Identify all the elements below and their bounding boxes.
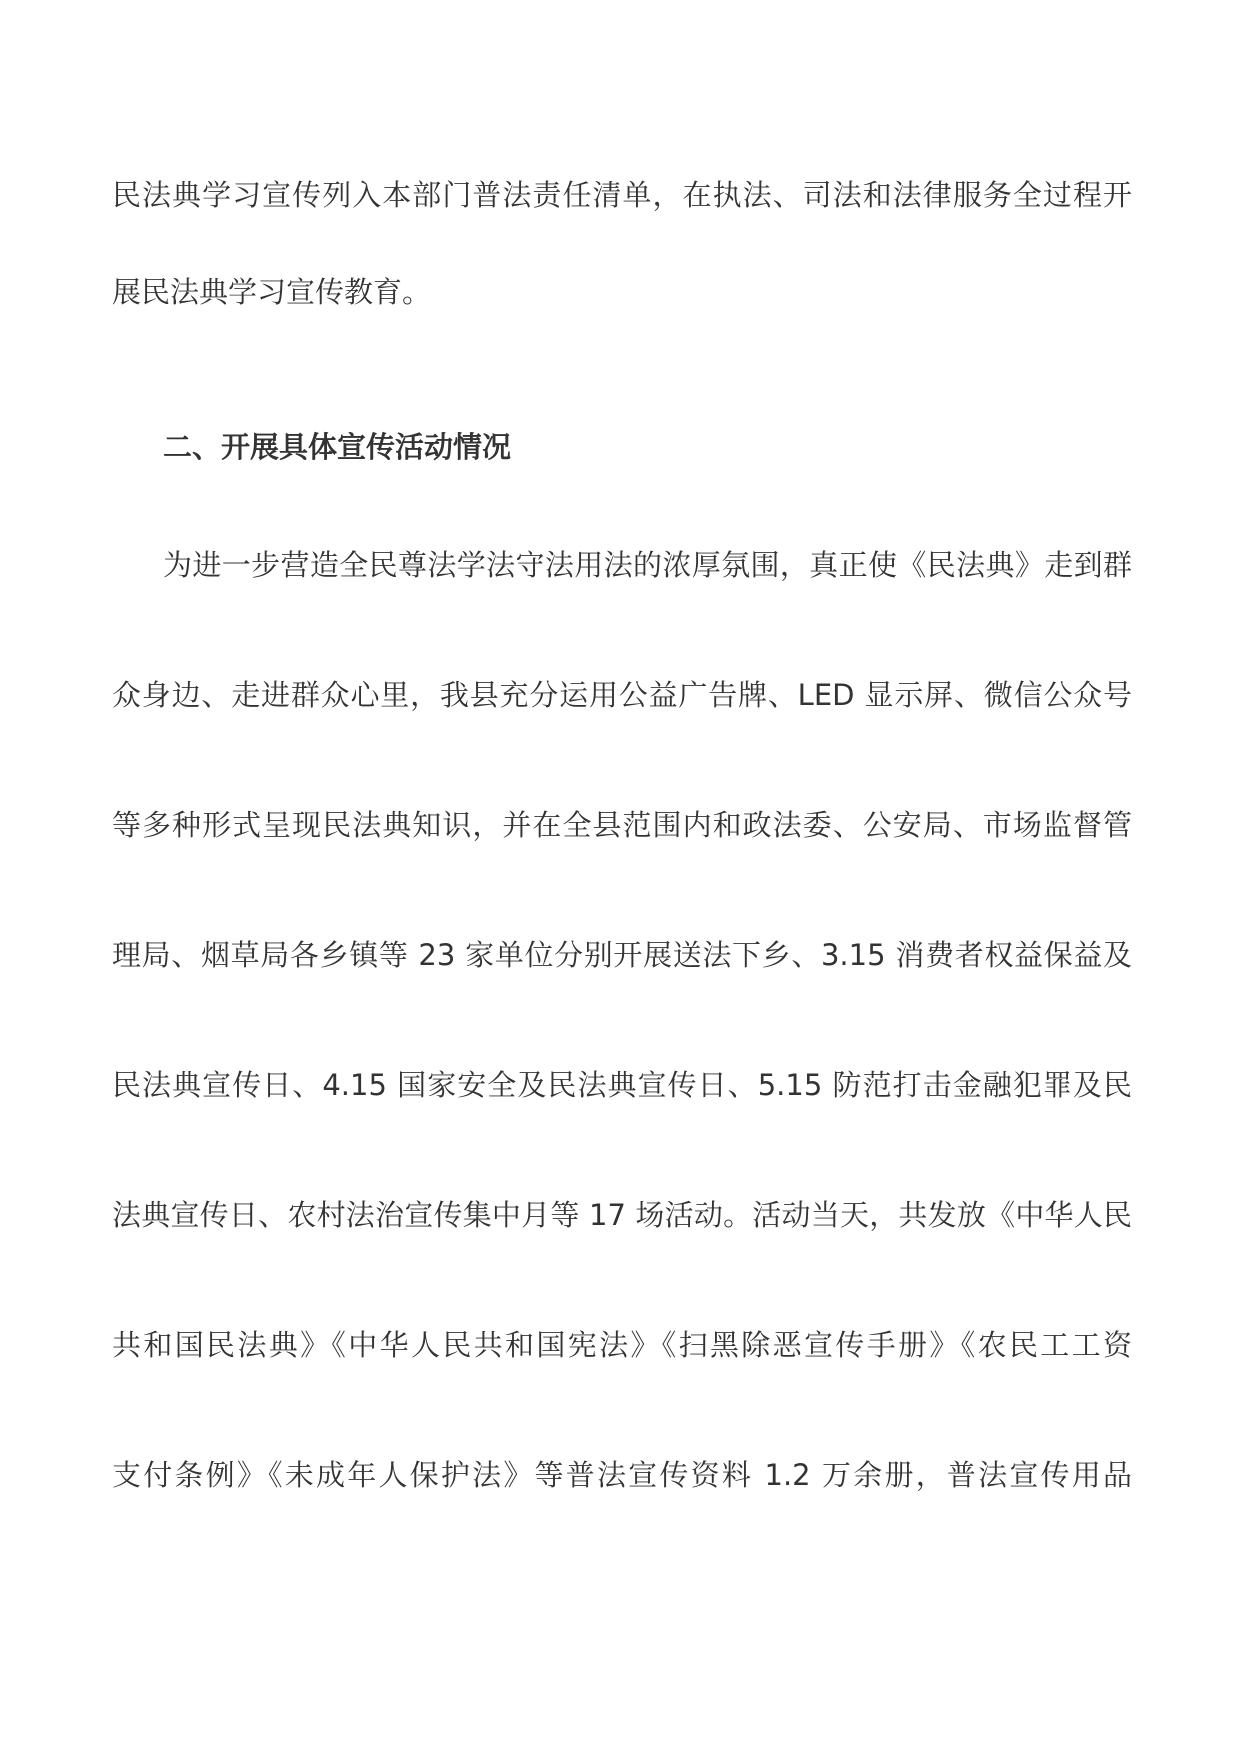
paragraph-line: 民法典宣传日、4.15 国家安全及民法典宣传日、5.15 防范打击金融犯罪及民 [112, 1068, 1132, 1102]
paragraph-line: 展民法典学习宣传教育。 [112, 275, 432, 309]
paragraph-line: 支付条例》《未成年人保护法》等普法宣传资料 1.2 万余册，普法宣传用品 [112, 1458, 1132, 1492]
paragraph-line: 共和国民法典》《中华人民共和国宪法》《扫黑除恶宣传手册》《农民工工资 [112, 1328, 1132, 1362]
paragraph-line: 法典宣传日、农村法治宣传集中月等 17 场活动。活动当天，共发放《中华人民 [112, 1198, 1132, 1232]
paragraph-line: 民法典学习宣传列入本部门普法责任清单，在执法、司法和法律服务全过程开 [112, 178, 1132, 212]
paragraph-line: 为进一步营造全民尊法学法守法用法的浓厚氛围，真正使《民法典》走到群 [163, 548, 1132, 582]
paragraph-line: 理局、烟草局各乡镇等 23 家单位分别开展送法下乡、3.15 消费者权益保益及 [112, 938, 1132, 972]
section-heading: 二、开展具体宣传活动情况 [163, 430, 512, 464]
paragraph-line: 等多种形式呈现民法典知识，并在全县范围内和政法委、公安局、市场监督管 [112, 808, 1132, 842]
paragraph-line: 众身边、走进群众心里，我县充分运用公益广告牌、LED 显示屏、微信公众号 [112, 678, 1132, 712]
